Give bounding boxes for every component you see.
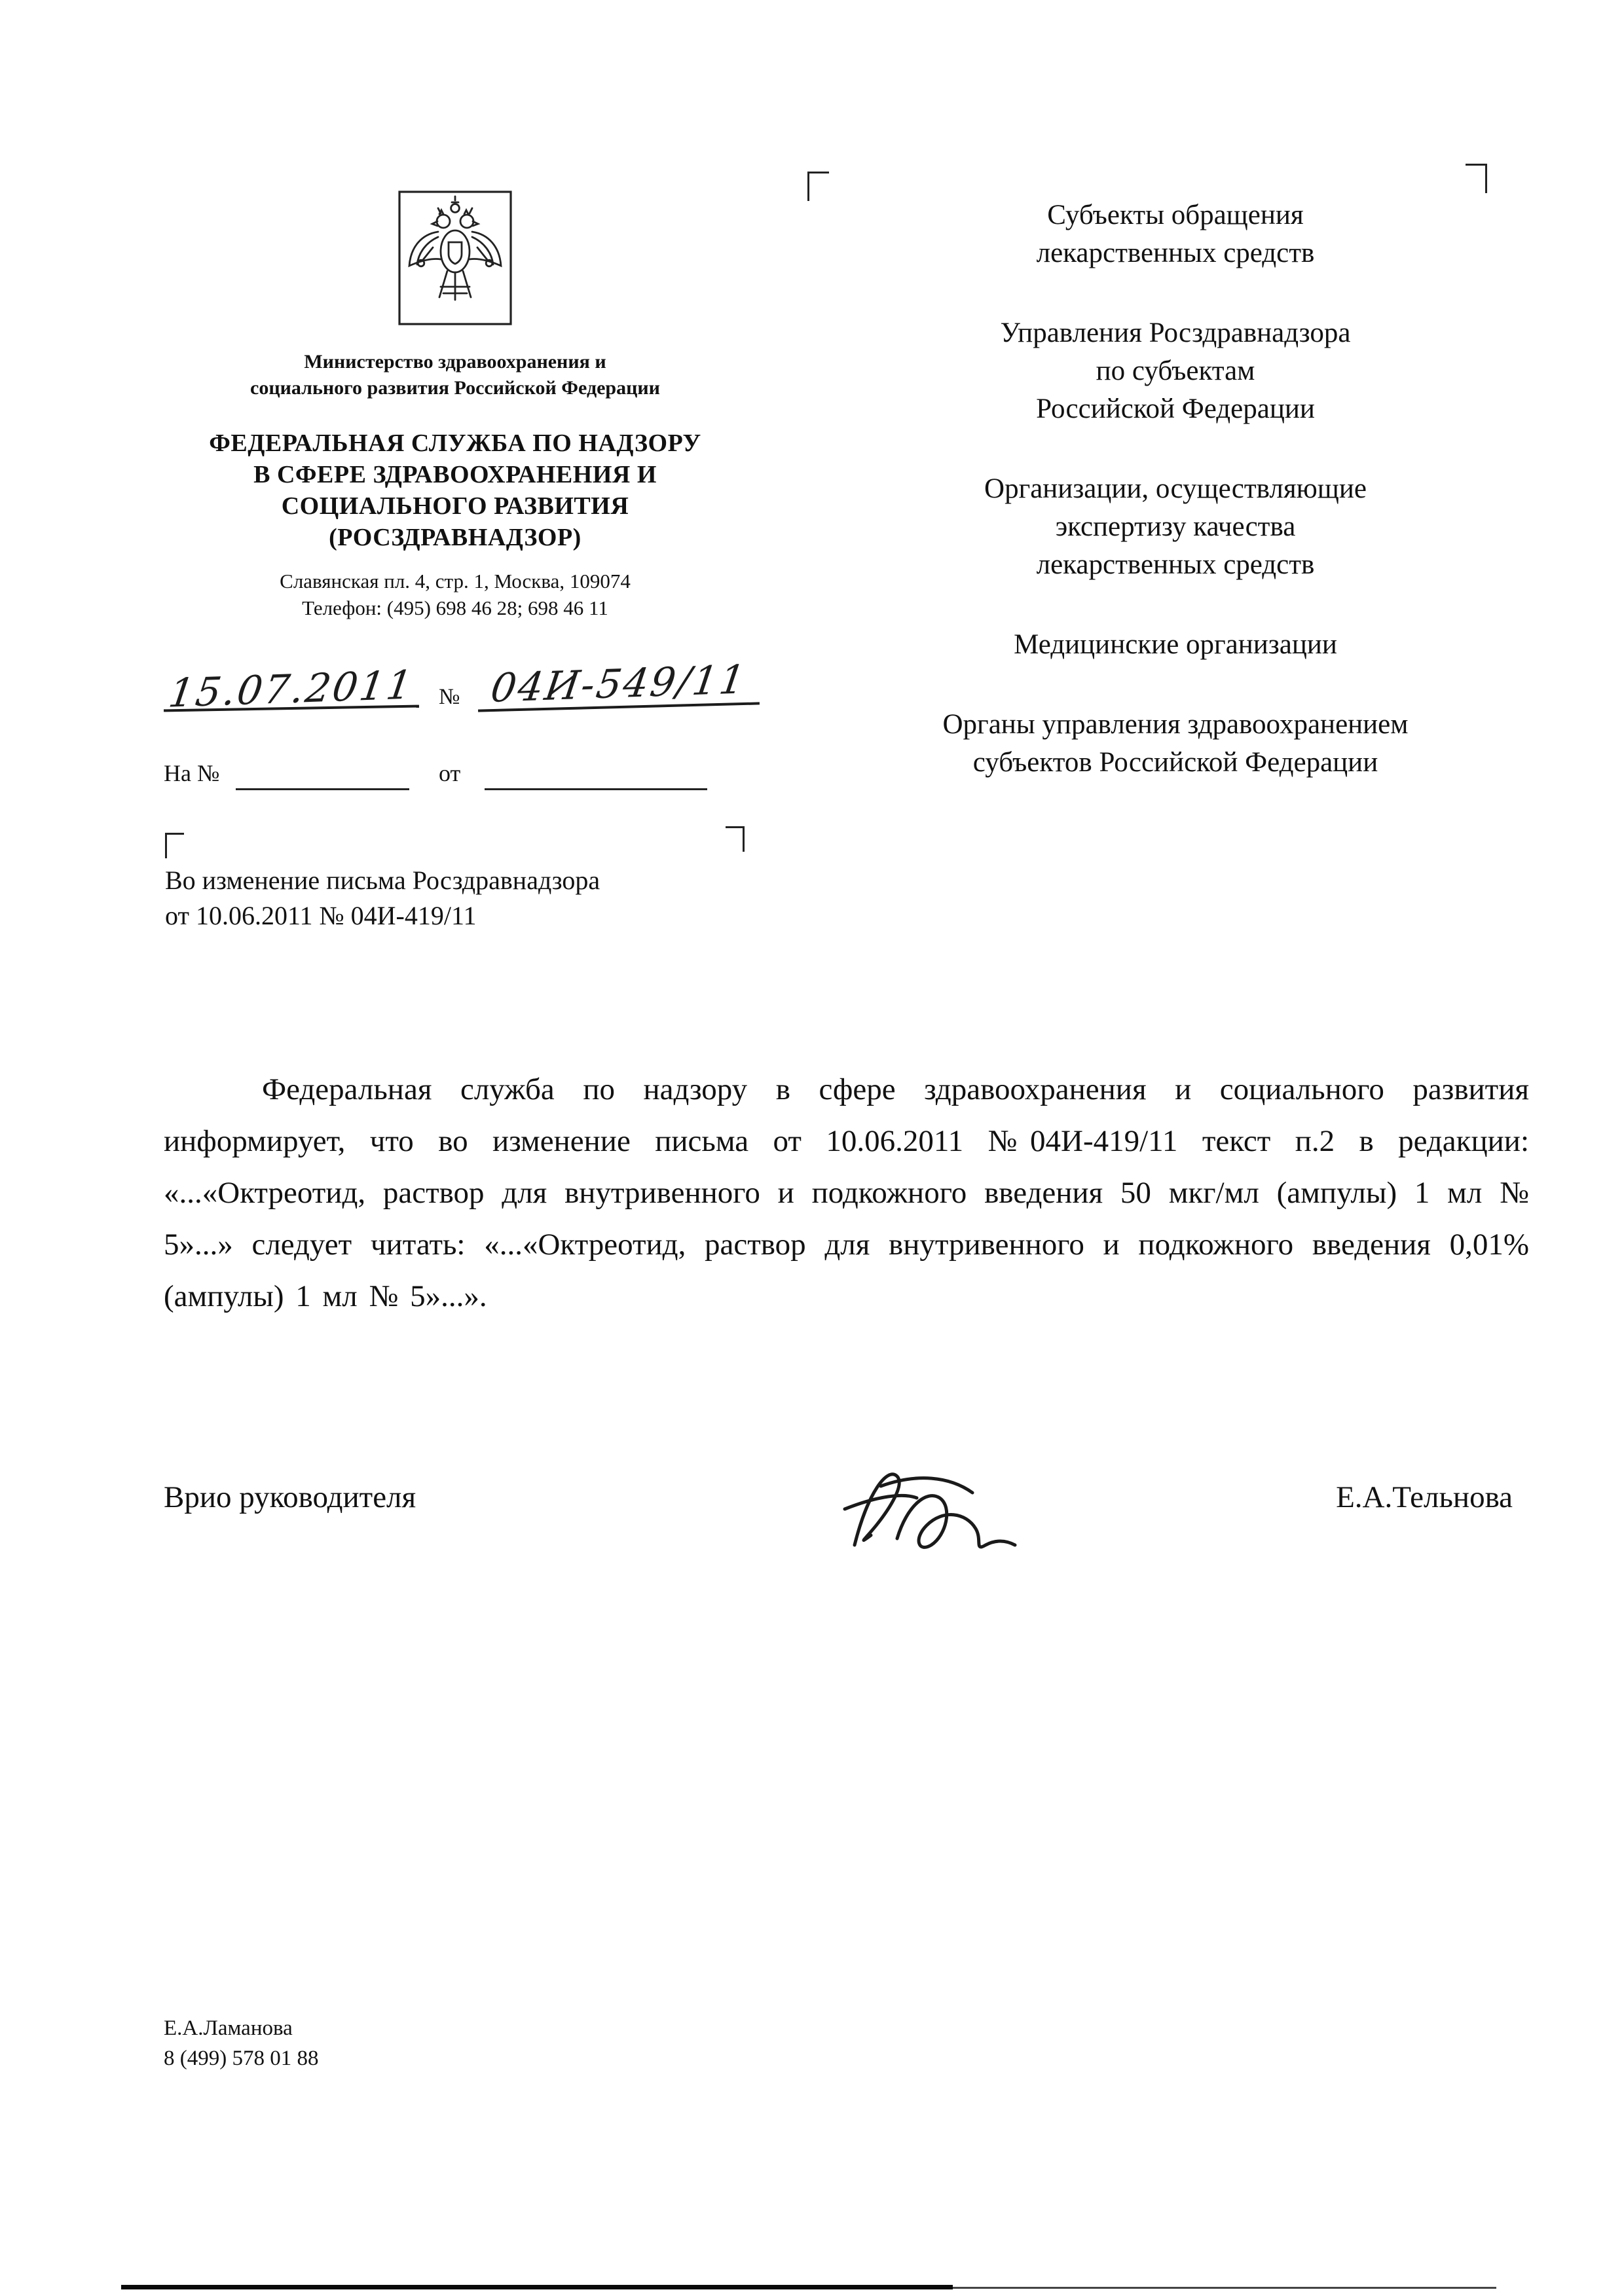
reply-reference-line — [164, 759, 779, 799]
reply-ot-label: от — [439, 760, 461, 786]
subject-line-2: от 10.06.2011 № 04И-419/11 — [165, 901, 477, 930]
signer-title: Врио руководителя — [164, 1480, 416, 1514]
handwritten-date: 15.07.2011 — [166, 662, 417, 717]
agency-line-3: СОЦИАЛЬНОГО РАЗВИТИЯ — [281, 492, 629, 520]
handwritten-outgoing-number: 04И-549/11 — [488, 657, 750, 712]
recipients-column — [805, 196, 1545, 824]
scan-artifact-line — [121, 2285, 953, 2289]
executor-name: Е.А.Ламанова — [164, 2016, 293, 2040]
agency-line-2: В СФЕРЕ ЗДРАВООХРАНЕНИЯ И — [253, 461, 657, 488]
executor-phone: 8 (499) 578 01 88 — [164, 2047, 319, 2070]
number-sign: № — [439, 685, 460, 709]
reply-label: На № — [164, 760, 220, 786]
agency-line-4: (РОСЗДРАВНАДЗОР) — [329, 524, 581, 551]
recipient-health-authorities — [805, 706, 1545, 782]
subject-line-1: Во изменение письма Росздравнадзора — [165, 866, 600, 895]
scan-artifact-line-thin — [953, 2287, 1496, 2289]
letterhead — [151, 190, 760, 621]
signature-block — [164, 1467, 1532, 1584]
recipient-medical-organizations — [805, 626, 1545, 664]
recipient-roszdravnadzor-departments — [805, 314, 1545, 428]
recipient-line: лекарственных средств — [1036, 549, 1315, 580]
subject-zone-bracket-left — [165, 833, 184, 858]
reply-date-blank — [485, 788, 707, 790]
signer-name: Е.А.Тельнова — [1336, 1480, 1513, 1514]
recipient-line: лекарственных средств — [1036, 238, 1315, 268]
state-emblem-icon — [397, 190, 513, 329]
address-zone-bracket-right — [1466, 164, 1487, 193]
agency-name — [151, 428, 760, 553]
recipient-line: Медицинские организации — [1014, 629, 1337, 660]
recipient-line: Организации, осуществляющие — [984, 473, 1367, 504]
agency-line-1: ФЕДЕРАЛЬНАЯ СЛУЖБА ПО НАДЗОРУ — [209, 429, 701, 457]
recipient-line: Органы управления здравоохранением — [942, 709, 1409, 740]
recipient-line: Субъекты обращения — [1047, 200, 1304, 230]
ministry-line-1: Министерство здравоохранения и — [304, 351, 606, 373]
reply-number-blank — [236, 788, 409, 790]
recipient-line: по субъектам — [1096, 355, 1255, 386]
recipient-subjects-of-circulation — [805, 196, 1545, 272]
recipient-quality-expertise-organizations — [805, 470, 1545, 584]
recipient-line: Российской Федерации — [1036, 393, 1315, 424]
body-paragraph: Федеральная служба по надзору в сфере здравоохранения и социального развития информирует, что во изменение письма от 10.06.2011 №04И-419/11 текст п.2 в редакции: «...«Октреотид, раствор для внутривенного и подкожного введения 50 мкг/мл (ампулы) 1 мл № 5»...» следует читать: «...«Октреотид, раствор для внутривенного и подкожного введения 0,01% (ампулы) 1 мл № 5»...». — [164, 1072, 1529, 1313]
agency-address: Славянская пл. 4, стр. 1, Москва, 109074 — [280, 570, 631, 592]
agency-contacts — [151, 568, 760, 621]
ministry-name — [151, 349, 760, 401]
recipient-line: Управления Росздравнадзора — [1000, 318, 1351, 348]
reference-line — [164, 657, 779, 733]
subject-zone-bracket-right — [726, 826, 745, 852]
executor-block — [164, 2013, 318, 2073]
agency-phone: Телефон: (495) 698 46 28; 698 46 11 — [302, 596, 608, 619]
recipient-line: экспертизу качества — [1055, 511, 1296, 542]
recipient-line: субъектов Российской Федерации — [972, 747, 1378, 778]
signature-scribble-icon — [819, 1447, 1035, 1586]
subject-block — [165, 863, 754, 934]
ministry-line-2: социального развития Российской Федерации — [250, 377, 660, 399]
